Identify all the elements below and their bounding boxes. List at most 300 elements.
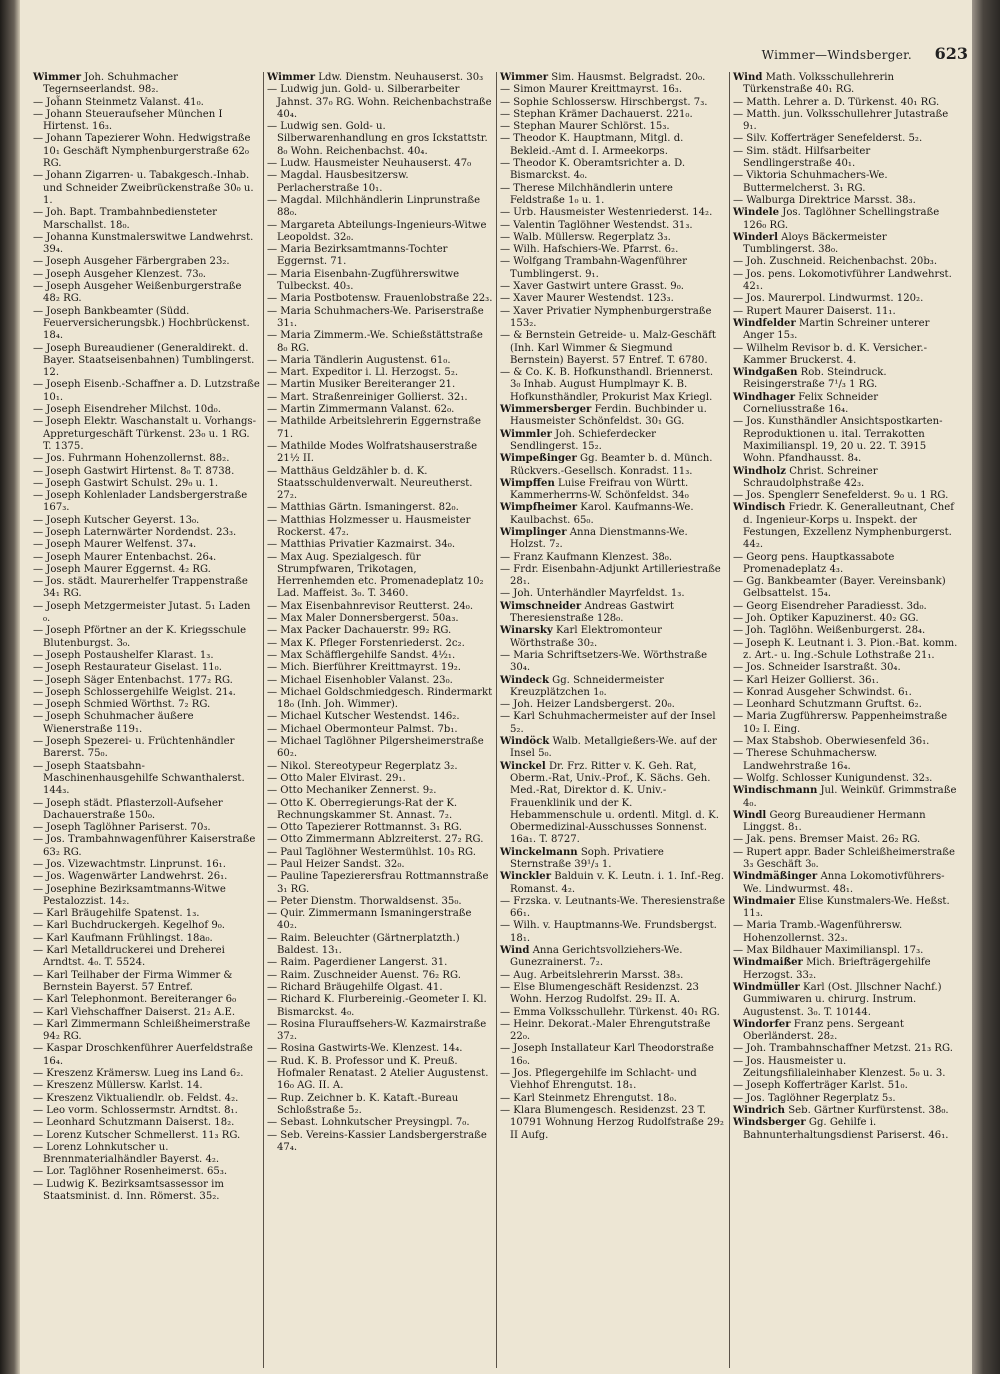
entry-text: — Otto Maler Elvirast. 29₁. bbox=[267, 772, 406, 784]
directory-entry bbox=[267, 502, 493, 514]
entry-text: — Ludw. Hausmeister Neuhauserst. 47₀ bbox=[267, 158, 472, 170]
entry-surname: Wimpeßinger bbox=[500, 453, 577, 465]
entry-text: Mich. Briefträgergehilfe Herzogst. 33₂. bbox=[743, 957, 931, 981]
directory-entry bbox=[733, 269, 959, 294]
directory-entry bbox=[733, 699, 959, 711]
entry-text: — Richard Bräugehilfe Olgast. 41. bbox=[267, 981, 443, 993]
entry-text: — Karl Kaufmann Frühlingst. 18a₀. bbox=[33, 932, 213, 944]
directory-entry bbox=[733, 133, 959, 145]
entry-text: — Max Packer Dachauerstr. 99₂ RG. bbox=[267, 625, 452, 637]
entry-text: Math. Volksschullehrerin Türkenstraße 40₁ RG. bbox=[743, 72, 895, 96]
directory-entry bbox=[500, 367, 726, 404]
entry-text: Andreas Gastwirt Theresienstraße 128₀. bbox=[510, 600, 674, 625]
entry-text: Anna Lokomotivführers-We. Lindwurmst. 48₁. bbox=[743, 871, 945, 895]
entry-text: — Joseph Gastwirt Hirtenst. 8₀ T. 8738. bbox=[33, 465, 235, 477]
entry-surname: Windmäßinger bbox=[733, 871, 818, 883]
directory-entry bbox=[733, 367, 959, 392]
entry-text: Ferdin. Buchbinder u. Hausmeister Schönfeldst. 30₁ GG. bbox=[510, 404, 707, 428]
entry-text: — Karl Buchdruckergeh. Kegelhof 9₀. bbox=[33, 920, 226, 932]
entry-text: — Martin Musiker Bereiteranger 21. bbox=[267, 379, 456, 391]
directory-entry bbox=[500, 871, 726, 896]
directory-entry bbox=[267, 896, 493, 908]
directory-entry bbox=[267, 367, 493, 379]
directory-entry bbox=[733, 625, 959, 637]
entry-text: — Viktoria Schuhmachers-We. Buttermelcherst. 3₁ RG. bbox=[733, 170, 888, 194]
directory-entry bbox=[267, 785, 493, 797]
directory-entry bbox=[500, 1043, 726, 1068]
directory-entry bbox=[500, 552, 726, 564]
entry-text: — Joseph städt. Pflasterzoll-Aufseher Dachauerstraße 150₀. bbox=[33, 797, 223, 821]
entry-text: — Joh. Unterhändler Mayrfeldst. 1₃. bbox=[500, 588, 685, 600]
directory-entry bbox=[267, 195, 493, 220]
directory-entry bbox=[33, 207, 260, 232]
entry-text: — Max Eisenbahnrevisor Reutterst. 24₀. bbox=[267, 600, 474, 612]
directory-entry bbox=[733, 601, 959, 613]
directory-entry bbox=[267, 539, 493, 551]
directory-entry bbox=[733, 392, 959, 417]
entry-surname: Windrich bbox=[733, 1104, 786, 1116]
entry-text: Rob. Steindruck. Reisingerstraße 7¹/₃ 1 RG. bbox=[743, 367, 887, 391]
entry-text: — Else Blumengeschäft Residenzst. 23 Wohn. Herzog Rudolfst. 29₂ II. A. bbox=[500, 981, 699, 1006]
entry-text: Martin Schreiner unterer Anger 15₃. bbox=[743, 317, 930, 342]
entry-text: Friedr. K. Generalleutnant, Chef d. Ingenieur-Korps u. Inspekt. der Festungen, Exzellenz Nymphenburgerst. 44₂. bbox=[743, 502, 954, 551]
directory-entry bbox=[267, 761, 493, 773]
directory-entry bbox=[267, 1019, 493, 1044]
directory-entry bbox=[500, 761, 726, 847]
entry-text: — Xaver Gastwirt untere Grasst. 9₀. bbox=[500, 281, 684, 293]
entry-text: — Lor. Taglöhner Rosenheimerst. 65₃. bbox=[33, 1166, 228, 1178]
entry-text: — Karl Teilhaber der Firma Wimmer & Bernstein Bayerst. 57 Entref. bbox=[33, 969, 233, 993]
entry-text: — Jos. Pflegergehilfe im Schlacht- und Viehhof Ehrengutst. 18₁. bbox=[500, 1068, 697, 1092]
entry-text: Aloys Bäckermeister Tumblingerst. 38₀. bbox=[743, 231, 887, 256]
entry-text: — Otto Tapezierer Rottmannst. 3₁ RG. bbox=[267, 822, 462, 834]
directory-entry bbox=[33, 552, 260, 564]
entry-text: — Jak. pens. Bremser Maist. 26₂ RG. bbox=[733, 834, 921, 846]
directory-entry bbox=[267, 84, 493, 121]
entry-text: — Matthias Privatier Kazmairst. 34₀. bbox=[267, 539, 456, 551]
directory-entry bbox=[33, 736, 260, 761]
entry-text: — Joh̃ann Steinmetz Valanst. 41₀. bbox=[33, 96, 204, 108]
directory-entry bbox=[33, 527, 260, 539]
entry-text: — Sim. städt. Hilfsarbeiter Sendlingerstraße 40₁. bbox=[733, 145, 871, 170]
entry-text: — Rupert Maurer Daiserst. 11₁. bbox=[733, 305, 896, 317]
entry-surname: Wimschneider bbox=[500, 600, 582, 612]
entry-text: Anna Gerichtsvollziehers-We. Gunezrainerst. 7₂. bbox=[510, 945, 683, 969]
directory-entry bbox=[33, 1166, 260, 1178]
entry-text: — Maria Postbotensw. Frauenlobstraße 22₃. bbox=[267, 293, 493, 305]
directory-entry bbox=[500, 625, 726, 650]
directory-entry bbox=[500, 736, 726, 761]
directory-entry bbox=[33, 1117, 260, 1129]
directory-entry bbox=[733, 466, 959, 491]
entry-text: — Lorenz Kutscher Schmellerst. 11₃ RG. bbox=[33, 1129, 241, 1141]
directory-entry bbox=[267, 552, 493, 601]
entry-text: — Therese Milchhändlerin untere Feldstraße 1₀ u. 1. bbox=[500, 182, 673, 206]
entry-text: — Ludwig K. Bezirksamtsassessor im Staatsminist. d. Inn. Römerst. 35₂. bbox=[33, 1178, 224, 1203]
entry-text: — Kaspar Droschkenführer Auerfeldstraße 16₄. bbox=[33, 1043, 253, 1067]
entry-surname: Windmüller bbox=[733, 981, 800, 993]
entry-text: — Mart. Expeditor i. Ll. Herzogst. 5₂. bbox=[267, 367, 459, 379]
column-4 bbox=[729, 72, 962, 1368]
directory-entry bbox=[33, 1142, 260, 1167]
entry-surname: Wimmersberger bbox=[500, 404, 592, 416]
entry-text: — Georg pens. Hauptkassabote Promenadeplatz 4₃. bbox=[733, 551, 895, 575]
entry-text: — Joseph Kofferträger Karlst. 51₀. bbox=[733, 1080, 908, 1092]
directory-entry bbox=[267, 982, 493, 994]
entry-text: Gg. Beamter b. d. Münch. Rückvers.-Gesellsch. Konradst. 11₃. bbox=[510, 453, 713, 477]
directory-entry bbox=[267, 994, 493, 1019]
entry-text: — Gg. Bankbeamter (Bayer. Vereinsbank) Gelbsattelst. 15₄. bbox=[733, 576, 946, 600]
directory-entry bbox=[733, 195, 959, 207]
entry-surname: Windsberger bbox=[733, 1117, 806, 1129]
entry-text: — Michael Kutscher Westendst. 146₂. bbox=[267, 711, 460, 723]
entry-text: — Joseph Staatsbahn-Maschinenhausgehilfe Schwanthalerst. 144₃. bbox=[33, 760, 245, 797]
directory-entry bbox=[500, 183, 726, 208]
entry-text: Gg. Schneidermeister Kreuzplätzchen 1₀. bbox=[510, 674, 664, 698]
entry-text: — Jos. Wagenwärter Landwehrst. 26₁. bbox=[33, 871, 228, 883]
directory-entry bbox=[733, 170, 959, 195]
directory-entry bbox=[733, 982, 959, 1019]
directory-entry bbox=[33, 1068, 260, 1080]
directory-entry bbox=[733, 97, 959, 109]
directory-entry bbox=[500, 711, 726, 736]
directory-entry bbox=[267, 662, 493, 674]
entry-text: — Stephan Maurer Schlörst. 15₃. bbox=[500, 121, 670, 133]
directory-entry bbox=[33, 416, 260, 453]
entry-text: — Paul Heizer Sandst. 32₀. bbox=[267, 859, 405, 870]
entry-text: Soph. Privatiere Sternstraße 39¹/₃ 1. bbox=[510, 846, 664, 870]
directory-entry bbox=[733, 896, 959, 921]
directory-entry bbox=[500, 1093, 726, 1105]
page-header bbox=[20, 44, 972, 68]
entry-text: Anna Dienstmanns-We. Holzst. 7₂. bbox=[510, 526, 688, 551]
directory-entry bbox=[267, 158, 493, 170]
directory-entry bbox=[500, 158, 726, 183]
entry-text: — Xaver Maurer Westendst. 123₃. bbox=[500, 293, 674, 305]
directory-entry bbox=[33, 1130, 260, 1142]
directory-entry bbox=[33, 379, 260, 404]
page-gutter-left bbox=[0, 0, 20, 1374]
directory-entry bbox=[33, 650, 260, 662]
entry-text: Georg Bureaudiener Hermann Linggst. 8₁. bbox=[743, 809, 926, 834]
directory-entry bbox=[500, 1068, 726, 1093]
entry-surname: Windl bbox=[733, 809, 767, 821]
directory-entry bbox=[733, 748, 959, 773]
entry-text: — Joseph Eisendreher Milchst. 10d₀. bbox=[33, 404, 221, 416]
directory-entry bbox=[267, 970, 493, 982]
directory-entry bbox=[267, 957, 493, 969]
entry-text: — Klara Blumengesch. Residenzst. 23 T. 10791 Wohnung Herzog Rudolfstraße 29₂ II Aufg. bbox=[500, 1104, 724, 1141]
directory-entry bbox=[267, 736, 493, 761]
directory-columns bbox=[30, 72, 964, 1368]
entry-text: — Urb. Hausmeister Westenriederst. 14₂. bbox=[500, 207, 713, 219]
entry-text: — Valentin Taglöhner Westendst. 31₃. bbox=[500, 219, 693, 231]
entry-text: — Joseph Maurer Entenbachst. 26₄. bbox=[33, 551, 217, 563]
entry-surname: Wimmer bbox=[267, 72, 316, 83]
entry-surname: Winderl bbox=[733, 231, 778, 243]
entry-text: Ldw. Dienstm. Neuhauserst. 30₃ bbox=[315, 72, 484, 83]
entry-text: Joh. Schieferdecker Sendlingerst. 15₂. bbox=[510, 428, 656, 452]
entry-text: — Max Bildhauer Maximilianspl. 17₃. bbox=[733, 945, 924, 957]
entry-text: — Michael Eisenhobler Valanst. 23₀. bbox=[267, 674, 453, 686]
entry-text: — Silv. Kofferträger Senefelderst. 5₂. bbox=[733, 133, 923, 145]
directory-entry bbox=[733, 72, 959, 97]
entry-text: — Theodor K. Hauptmann, Mitgl. d. Bekleid.-Amt d. I. Armeekorps. bbox=[500, 133, 684, 157]
directory-entry bbox=[33, 72, 260, 97]
entry-text: — Simon Maurer Kreittmayrst. 16₃. bbox=[500, 84, 683, 96]
entry-text: — Wilhelm Revisor b. d. K. Versicher.-Kammer Bruckerst. 4. bbox=[733, 342, 927, 366]
entry-text: Seb. Gärtner Kurfürstenst. 38₀. bbox=[785, 1104, 949, 1116]
entry-text: — Michael Taglöhner Pilgersheimerstraße 60₂. bbox=[267, 736, 484, 760]
entry-text: — Kreszenz Viktualiendlr. ob. Feldst. 4₂. bbox=[33, 1092, 239, 1104]
directory-entry bbox=[33, 761, 260, 798]
entry-text: — Jos. Kunsthändler Ansichtspostkarten-Reproduktionen u. ital. Terrakotten Maximilianspl. 19, 20 u. 22. T. 3915 Wohn. Pfandhausst. 8₄. bbox=[733, 416, 943, 465]
entry-text: — Maria Schriftsetzers-We. Wörthstraße 30₄. bbox=[500, 649, 708, 674]
directory-entry bbox=[33, 908, 260, 920]
directory-entry bbox=[733, 920, 959, 945]
entry-surname: Windischmann bbox=[733, 785, 818, 797]
directory-entry bbox=[733, 293, 959, 305]
entry-text: — Joseph Ausgeher Färbergraben 23₂. bbox=[33, 256, 230, 268]
directory-entry bbox=[33, 625, 260, 650]
entry-text: — Nikol. Stereotypeur Regerplatz 3₂. bbox=[267, 760, 458, 772]
page-number: 623 bbox=[934, 44, 968, 63]
directory-entry bbox=[267, 675, 493, 687]
directory-entry bbox=[500, 601, 726, 626]
column-1 bbox=[30, 72, 263, 1368]
directory-entry bbox=[500, 207, 726, 219]
directory-entry bbox=[500, 133, 726, 158]
entry-surname: Windeck bbox=[500, 674, 549, 686]
directory-entry bbox=[267, 625, 493, 637]
directory-entry bbox=[733, 256, 959, 268]
directory-entry bbox=[33, 232, 260, 257]
entry-text: — Kreszenz Müllersw. Karlst. 14. bbox=[33, 1080, 203, 1092]
entry-text: — Karl Zimmermann Schleißheimerstraße 94₂ RG. bbox=[33, 1018, 251, 1043]
entry-text: — Joh. Trambahnschaffner Metzst. 21₃ RG. bbox=[733, 1043, 953, 1055]
entry-text: Karl (Ost. Jllschner Nachf.) Gummiwaren u. chirurg. Instrum. Augustenst. 3₀. T. 10144. bbox=[743, 981, 942, 1018]
entry-text: — Joseph Kutscher Geyerst. 13₀. bbox=[33, 514, 200, 526]
directory-entry bbox=[267, 72, 493, 84]
directory-entry bbox=[500, 121, 726, 133]
entry-surname: Windhager bbox=[733, 391, 796, 403]
directory-entry bbox=[267, 834, 493, 846]
directory-entry bbox=[733, 318, 959, 343]
directory-entry bbox=[500, 293, 726, 305]
entry-text: — Peter Dienstm. Thorwaldsenst. 35₀. bbox=[267, 895, 462, 907]
entry-text: — Michael Obermonteur Palmst. 7b₁. bbox=[267, 723, 458, 735]
directory-entry bbox=[500, 109, 726, 121]
entry-text: Joh. Schuhmacher Tegernseerlandst. 98₂. bbox=[43, 72, 178, 96]
directory-entry bbox=[33, 281, 260, 306]
entry-surname: Wind bbox=[733, 72, 763, 83]
directory-entry bbox=[500, 84, 726, 96]
entry-text: — Joseph Ausgeher Weißenburgerstraße 48₂ RG. bbox=[33, 281, 242, 305]
directory-entry bbox=[500, 330, 726, 367]
entry-text: — Lorenz Lohnkutscher u. Brennmaterialhändler Bayerst. 4₂. bbox=[33, 1141, 220, 1166]
entry-text: — Maria Bezirksamtmanns-Tochter Eggernst. 71. bbox=[267, 244, 448, 268]
directory-entry bbox=[267, 650, 493, 662]
directory-entry bbox=[33, 1093, 260, 1105]
directory-entry bbox=[267, 1056, 493, 1093]
directory-entry bbox=[267, 121, 493, 158]
directory-page bbox=[20, 0, 972, 1374]
directory-entry bbox=[267, 798, 493, 823]
entry-text: Jos. Taglöhner Schellingstraße 126₀ RG. bbox=[743, 207, 940, 231]
entry-text: Sim. Hausmst. Belgradst. 20₀. bbox=[548, 72, 706, 83]
directory-entry bbox=[267, 847, 493, 859]
directory-entry bbox=[500, 1019, 726, 1044]
entry-text: — Max Aug. Spezialgesch. für Strumpfwaren, Trikotagen, Herrenhemden etc. Promenadeplatz 10₂ Lad. Maffeist. 3₀. T. 3460. bbox=[267, 551, 484, 600]
entry-text: — Joseph Kohlenlader Landsbergerstraße 167₃. bbox=[33, 490, 248, 514]
directory-entry bbox=[267, 1043, 493, 1055]
directory-entry bbox=[33, 798, 260, 823]
directory-entry bbox=[33, 822, 260, 834]
entry-text: — Jos. Spenglerr Senefelderst. 9₀ u. 1 RG. bbox=[733, 490, 949, 502]
directory-entry bbox=[733, 1105, 959, 1117]
page-edge-right bbox=[972, 0, 1000, 1374]
directory-entry bbox=[267, 871, 493, 896]
entry-text: — Jos. Fuhrmann Hohenzollernst. 88₂. bbox=[33, 453, 230, 465]
entry-text: — Maria Schuhmachers-We. Pariserstraße 31₁. bbox=[267, 305, 484, 329]
directory-entry bbox=[733, 109, 959, 134]
entry-text: — Mathilde Arbeitslehrerin Eggernstraße 71. bbox=[267, 416, 481, 440]
entry-text: — Matthias Gärtn. Ismaningerst. 82₀. bbox=[267, 502, 459, 514]
directory-entry bbox=[33, 1080, 260, 1092]
directory-entry bbox=[33, 256, 260, 268]
entry-text: — Maria Tramb.-Wagenführersw. Hohenzollernst. 32₃. bbox=[733, 920, 903, 944]
directory-entry bbox=[500, 527, 726, 552]
entry-text: — Josephine Bezirksamtmanns-Witwe Pestalozzist. 14₂. bbox=[33, 883, 226, 907]
directory-entry bbox=[733, 416, 959, 465]
directory-entry bbox=[33, 711, 260, 736]
directory-entry bbox=[500, 1007, 726, 1019]
entry-text: — Sophie Schlossersw. Hirschbergst. 7₃. bbox=[500, 96, 708, 108]
entry-text: — Max K. Pfleger Forstenriederst. 2c₂. bbox=[267, 637, 465, 649]
directory-entry bbox=[267, 220, 493, 245]
entry-surname: Wimmer bbox=[500, 72, 549, 83]
directory-entry bbox=[733, 773, 959, 785]
entry-text: Luise Freifrau von Württ. Kammerherrns-W. Schönfeldst. 34₀ bbox=[510, 477, 689, 502]
entry-surname: Wimmler bbox=[500, 428, 552, 440]
entry-text: Dr. Frz. Ritter v. K. Geh. Rat, Oberm.-Rat, Univ.-Prof., K. Sächs. Geh. Med.-Rat, Direktor d. K. Univ.-Frauenklinik und der K. Hebammenschule u. ordentl. Mitgl. d. K. Obermedizinal-Ausschusses Sonnenst. 16a₁. T. 8727. bbox=[510, 760, 719, 846]
directory-entry bbox=[733, 711, 959, 736]
entry-text: — Otto K. Oberregierungs-Rat der K. Rechnungskammer St. Annast. 7₂. bbox=[267, 797, 458, 821]
directory-entry bbox=[500, 564, 726, 589]
entry-text: — Michael Goldschmiedgesch. Rindermarkt 18₀ (Inh. Joh. Wimmer). bbox=[267, 686, 493, 711]
directory-entry bbox=[267, 306, 493, 331]
directory-entry bbox=[733, 552, 959, 577]
directory-entry bbox=[267, 293, 493, 305]
entry-text: — Joseph Restaurateur Giselast. 11₀. bbox=[33, 662, 222, 674]
entry-text: — Jos. Trambahnwagenführer Kaiserstraße 63₂ RG. bbox=[33, 834, 256, 858]
directory-entry bbox=[733, 785, 959, 810]
directory-entry bbox=[33, 970, 260, 995]
entry-text: — Seb. Vereins-Kassier Landsbergerstraße 47₄. bbox=[267, 1129, 487, 1153]
entry-text: — Joseph Ausgeher Klenzest. 73₀. bbox=[33, 268, 206, 280]
entry-text: — Jos. Vizewachtmstr. Linprunst. 16₁. bbox=[33, 859, 226, 870]
entry-text: — Jos. Maurerpol. Lindwurmst. 120₂. bbox=[733, 293, 924, 305]
directory-entry bbox=[267, 379, 493, 391]
entry-text: — Maria Eisenbahn-Zugführerswitwe Tulbeckst. 40₃. bbox=[267, 268, 460, 293]
entry-text: — Aug. Arbeitslehrerin Marsst. 38₃. bbox=[500, 969, 684, 981]
entry-text: — Therese Schuhmachersw. Landwehrstraße 16₄. bbox=[733, 748, 878, 772]
directory-entry bbox=[33, 1019, 260, 1044]
directory-entry bbox=[33, 1043, 260, 1068]
directory-entry bbox=[267, 1117, 493, 1129]
entry-text: — Joseph Eisenb.-Schaffner a. D. Lutzstraße 10₁. bbox=[33, 379, 260, 403]
directory-entry bbox=[500, 72, 726, 84]
entry-surname: Windfelder bbox=[733, 317, 796, 329]
directory-entry bbox=[500, 244, 726, 256]
entry-text: — Maria Zimmerm.-We. Schießstättstraße 8₀ RG. bbox=[267, 330, 483, 354]
entry-text: — Walb. Müllersw. Regerplatz 3₃. bbox=[500, 231, 671, 243]
directory-entry bbox=[267, 908, 493, 933]
entry-text: — Matth. jun. Volksschullehrer Jutastraße 9₁. bbox=[733, 108, 949, 133]
entry-text: Balduin v. K. Leutn. i. 1. Inf.-Reg. Romanst. 4₂. bbox=[510, 871, 725, 895]
directory-entry bbox=[33, 404, 260, 416]
directory-entry bbox=[267, 638, 493, 650]
directory-entry bbox=[267, 601, 493, 613]
entry-text: — Frzska. v. Leutnants-We. Theresienstraße 66₁. bbox=[500, 895, 726, 920]
directory-entry bbox=[267, 1093, 493, 1118]
entry-text: — Jos. pens. Lokomotivführer Landwehrst. 42₁. bbox=[733, 268, 952, 293]
directory-entry bbox=[267, 933, 493, 958]
directory-entry bbox=[733, 1056, 959, 1081]
entry-surname: Winckel bbox=[500, 760, 546, 772]
entry-text: — Maria Zugführersw. Pappenheimstraße 10₂ I. Eing. bbox=[733, 711, 948, 735]
entry-text: — Rup. Zeichner b. K. Kataft.-Bureau Schloßstraße 5₂. bbox=[267, 1092, 459, 1116]
directory-entry bbox=[33, 453, 260, 465]
directory-entry bbox=[33, 97, 260, 109]
entry-text: — Joh. Bapt. Trambahnbediensteter Marschallst. 18₀. bbox=[33, 207, 218, 231]
entry-text: — Karl Metalldruckerei und Dreherei Arndtst. 4₀. T. 5524. bbox=[33, 945, 225, 969]
directory-entry bbox=[733, 613, 959, 625]
directory-entry bbox=[733, 687, 959, 699]
directory-entry bbox=[733, 232, 959, 257]
directory-entry bbox=[33, 170, 260, 207]
directory-entry bbox=[500, 306, 726, 331]
directory-entry bbox=[733, 207, 959, 232]
entry-text: — Johann Steueraufseher München I Hirtenst. 16₃. bbox=[33, 108, 223, 133]
directory-entry bbox=[500, 256, 726, 281]
entry-text: — Wolfgang Trambahn-Wagenführer Tumblingerst. 9₁. bbox=[500, 256, 687, 280]
entry-text: — Stephan Krämer Dachauerst. 221₀. bbox=[500, 108, 693, 120]
entry-text: — Jos. Schneider Isarstraßt. 30₄. bbox=[733, 662, 901, 674]
entry-text: — Kreszenz Krämersw. Lueg ins Land 6₂. bbox=[33, 1068, 244, 1080]
entry-text: — Joh. Zuschneid. Reichenbachst. 20b₃. bbox=[733, 256, 938, 268]
directory-entry bbox=[733, 662, 959, 674]
entry-text: Gg. Gehilfe i. Bahnunterhaltungsdienst Pariserst. 46₁. bbox=[743, 1117, 949, 1141]
directory-entry bbox=[33, 478, 260, 490]
directory-entry bbox=[733, 736, 959, 748]
entry-text: — Leonhard Schutzmann Daiserst. 18₂. bbox=[33, 1117, 235, 1129]
directory-entry bbox=[33, 994, 260, 1006]
directory-entry bbox=[33, 859, 260, 871]
entry-surname: Windholz bbox=[733, 465, 787, 477]
entry-text: Felix Schneider Corneliusstraße 16₄. bbox=[743, 391, 879, 416]
entry-text: — Joseph Gastwirt Schulst. 29₀ u. 1. bbox=[33, 477, 219, 489]
entry-text: — Johann Zigarren- u. Tabakgesch.-Inhab. und Schneider Zweibrückenstraße 30₀ u. 1. bbox=[33, 170, 254, 206]
directory-entry bbox=[33, 515, 260, 527]
entry-text: — Joseph Bankbeamter (Südd. Feuerversicherungsbk.) Hochbrückenst. 18₄. bbox=[33, 305, 250, 342]
entry-text: — Richard K. Flurbereinig.-Geometer I. Kl. Bismarckst. 4₀. bbox=[267, 994, 487, 1018]
directory-entry bbox=[33, 601, 260, 626]
entry-text: — Raim. Zuschneider Auenst. 76₂ RG. bbox=[267, 969, 461, 981]
directory-entry bbox=[33, 699, 260, 711]
entry-text: — Mathilde Modes Wolfratshauserstraße 21½ II. bbox=[267, 440, 478, 465]
entry-surname: Wind bbox=[500, 945, 530, 957]
